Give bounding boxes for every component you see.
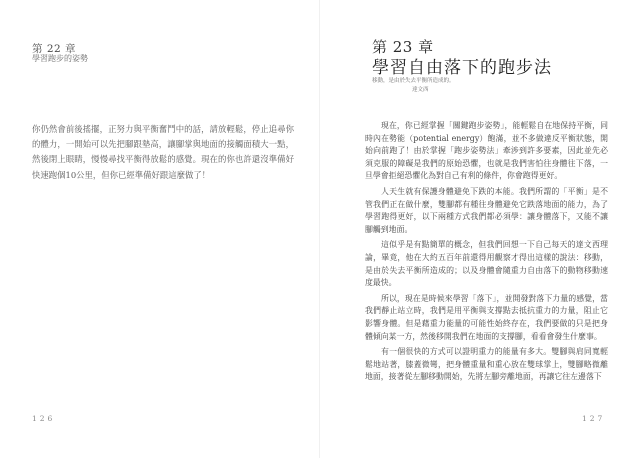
body-text: 你仍然會前後搖擺，正努力與平衡奮鬥中的話，請放輕鬆，停止追尋你的體力，一開始可以先把腳跟墊高，讓腳掌與地面的接觸面積大一點，然後閉上眼睛，慢慢尋找平衡得放鬆的感覺。現在的你也許還沒準備好快速跑個10公里，但你已經準備好跟這麼做了！ <box>32 124 294 180</box>
chapter-label: 第 23 章 <box>372 38 434 56</box>
page-number: 127 <box>582 414 606 423</box>
page-number: 126 <box>32 414 56 423</box>
body-text <box>365 120 608 387</box>
paragraph: 有一個很快的方式可以證明重力的能量有多大。雙腳與肩同寬輕鬆地站著，膝蓋微彎，把身體重量和重心放在雙球掌上，雙腳略微離地面，接著從左腳移動開始，先將左腳旁離地面，再讓它往左邊落下 <box>365 347 608 382</box>
paragraph: 這似乎是有點簡單的概念，但我們回想一下自己每天的達文西理論，畢竟，他在大約五百年前還得用觀察才得出這樣的說法：移動，是由於失去平衡所造成的；以及身體會隨重力自由落下的動物移動速度最快。 <box>365 240 608 288</box>
epigraph: 移動，是由於失去平衡所造成的。 <box>372 78 455 84</box>
chapter-title: 學習自由落下的跑步法 <box>372 58 552 78</box>
right-page <box>320 0 640 458</box>
running-title: 學習跑步的姿勢 <box>32 54 88 63</box>
paragraph: 現在，你已經掌握「關鍵跑步姿勢」，能輕鬆自在地保持平衡，同時內在勢能（potential energy）飽滿，並不多做違反平衡狀態，開始向前跑了！由於掌握「跑步姿勢法」牽涉到許多要素，因此並先必須克服的障礙是我們的原始恐懼，也就是我們害怕往身體往下落，一旦學會拒絕恐懼化為對自己有利的條件，你會跑得更好。 <box>365 121 608 181</box>
paragraph: 人天生就有保護身體避免下跌的本能。我們所謂的「平衡」是不管我們正在做什麼，雙腳都有種往身體避免它跌落地面的能力，為了學習跑得更好，以下兩種方式我們都必須學：讓身體落下，又能不讓腳觸到地面。 <box>365 186 608 234</box>
paragraph: 所以，現在是時候來學習「落下」，並開發對落下力量的感覺，當我們靜止站立時，我們是用平衡與支撐點去抵抗重力的力量，阻止它影響身體。但是藉重力能量的可能性始終存在，我們要做的只是把身體傾向某一方，然後移開我們在地面的支撐腳，看看會發生什麼事。 <box>365 293 608 341</box>
epigraph-author: 達文西 <box>412 87 429 93</box>
chapter-label: 第 22 章 <box>32 43 77 55</box>
